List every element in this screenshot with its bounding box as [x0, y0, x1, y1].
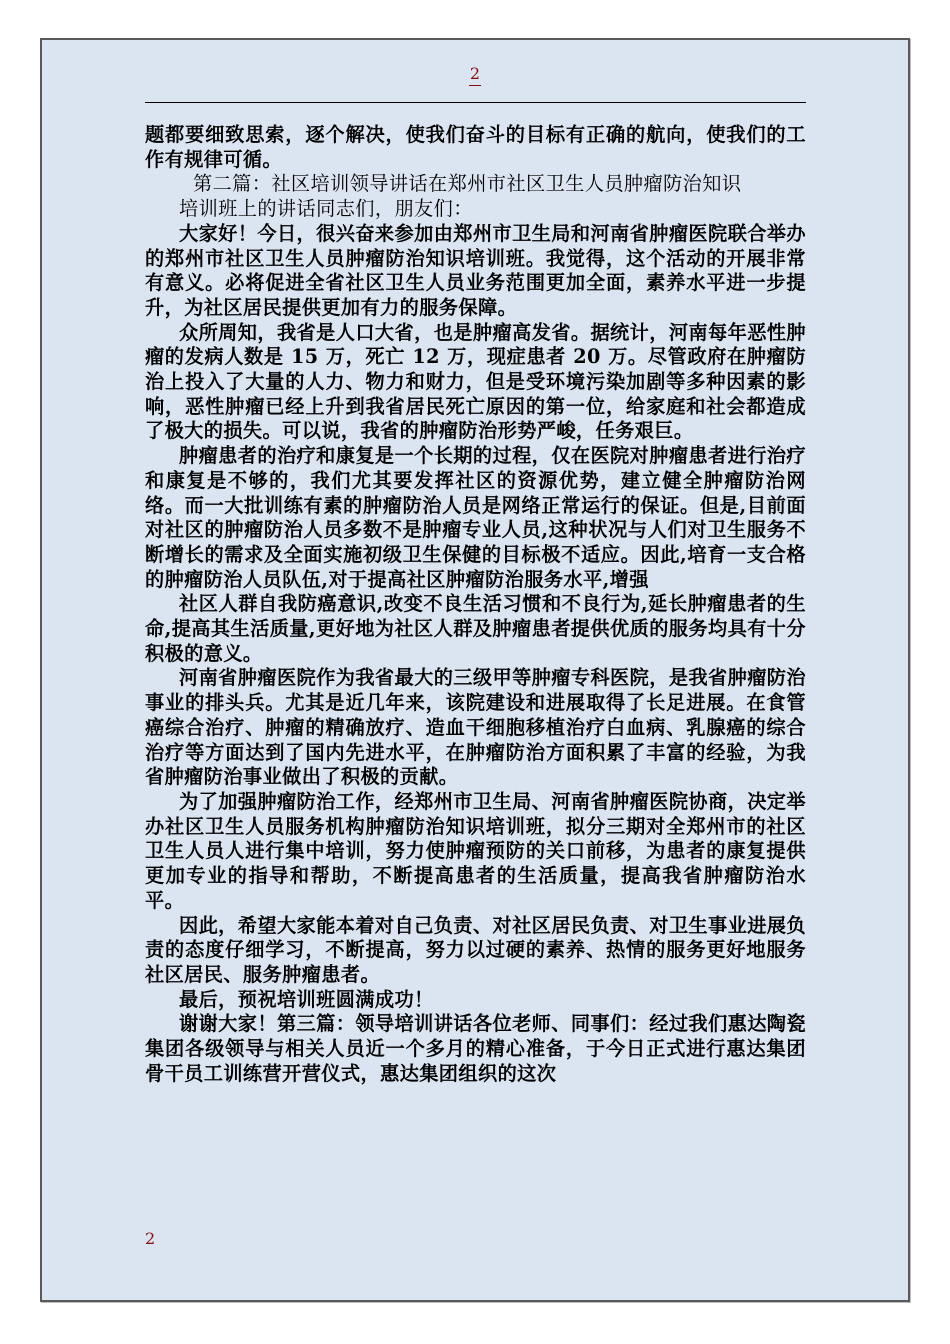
paragraph: 河南省肿瘤医院作为我省最大的三级甲等肿瘤专科医院，是我省肿瘤防治事业的排头兵。尤其是近几年来，该院建设和进展取得了长足进展。在食管癌综合治疗、肿瘤的精确放疗、造血干细胞移植治疗白血病、乳腺癌的综合治疗等方面达到了国内先进水平，在肿瘤防治方面积累了丰富的经验，为我省肿瘤防治事业做出了积极的贡献。	[145, 666, 806, 789]
section-heading: 第二篇：社区培训领导讲话在郑州市社区卫生人员肿瘤防治知识	[193, 172, 742, 196]
paragraph: 大家好！今日，很兴奋来参加由郑州市卫生局和河南省肿瘤医院联合举办的郑州市社区卫生人员肿瘤防治知识培训班。我觉得，这个活动的开展非常有意义。必将促进全省社区卫生人员业务范围更加全面，素养水平进一步提升，为社区居民提供更加有力的服务保障。	[145, 221, 806, 319]
paragraph: 最后，预祝培训班圆满成功！	[179, 987, 434, 1011]
paragraph: 培训班上的讲话同志们，朋友们：	[179, 197, 473, 221]
header-divider	[145, 102, 806, 103]
paragraph: 为了加强肿瘤防治工作，经郑州市卫生局、河南省肿瘤医院协商，决定举办社区卫生人员服务机构肿瘤防治知识培训班，拟分三期对全郑州市的社区卫生人员人进行集中培训，努力使肿瘤预防的关口前移，为患者的康复提供更加专业的指导和帮助，不断提高患者的生活质量，提高我省肿瘤防治水平。	[145, 789, 806, 912]
paragraph: 谢谢大家！第三篇：领导培训讲话各位老师、同事们：经过我们惠达陶瓷集团各级领导与相关人员近一个多月的精心准备，于今日正式进行惠达集团骨干员工训练营开营仪式，惠达集团组织的这次	[145, 1012, 806, 1085]
footer-page-number: 2	[145, 1229, 156, 1248]
paragraph: 因此，希望大家能本着对自己负责、对社区居民负责、对卫生事业进展负责的态度仔细学习，不断提高，努力以过硬的素养、热情的服务更好地服务社区居民、服务肿瘤患者。	[145, 913, 806, 986]
paragraph: 众所周知，我省是人口大省，也是肿瘤高发省。据统计，河南每年恶性肿瘤的发病人数是 15 万，死亡 12 万，现症患者 20 万。尽管政府在肿瘤防治上投入了大量的人力、物力和财力，但是受环境污染加剧等多种因素的影响，恶性肿瘤已经上升到我省居民死亡原因的第一位，给家庭和社会都造成了极大的损失。可以说，我省的肿瘤防治形势严峻，任务艰巨。	[145, 320, 806, 443]
paragraph: 题都要细致思索，逐个解决，使我们奋斗的目标有正确的航向，使我们的工作有规律可循。	[145, 123, 806, 171]
document-body	[145, 123, 806, 1086]
header-page-number: 2	[0, 64, 950, 86]
paragraph: 肿瘤患者的治疗和康复是一个长期的过程，仅在医院对肿瘤患者进行治疗和康复是不够的，我们尤其要发挥社区的资源优势，建立健全肿瘤防治网络。而一大批训练有素的肿瘤防治人员是网络正常运行的保证。但是,目前面对社区的肿瘤防治人员多数不是肿瘤专业人员,这种状况与人们对卫生服务不断增长的需求及全面实施初级卫生保健的目标极不适应。因此,培育一支合格的肿瘤防治人员队伍,对于提高社区肿瘤防治服务水平,增强	[145, 444, 806, 591]
paragraph: 社区人群自我防癌意识,改变不良生活习惯和不良行为,延长肿瘤患者的生命,提高其生活质量,更好地为社区人群及肿瘤患者提供优质的服务均具有十分积极的意义。	[145, 592, 806, 665]
